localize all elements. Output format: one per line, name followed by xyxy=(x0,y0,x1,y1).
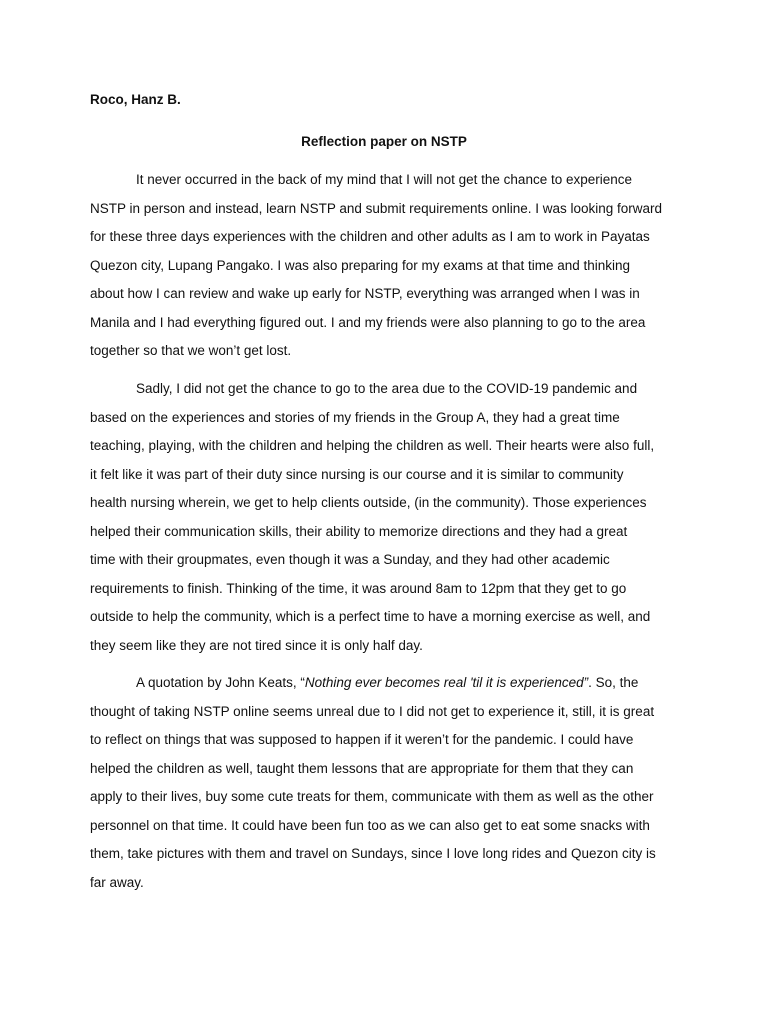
text-line: it felt like it was part of their duty since nursing is our course and it is similar to community xyxy=(90,466,624,482)
text-line: apply to their lives, buy some cute treats for them, communicate with them as well as the other xyxy=(90,789,654,804)
quote-intro: A quotation by John Keats, “ xyxy=(136,675,305,690)
text-line: time with their groupmates, even though it was a Sunday, and they had other academic xyxy=(90,552,610,567)
text-line: requirements to finish. Thinking of the time, it was around 8am to 12pm that they get to go xyxy=(90,580,627,596)
text-line: It never occurred in the back of my mind that I will not get the chance to experience xyxy=(136,172,633,187)
text-line: based on the experiences and stories of my friends in the Group A, they had a great time xyxy=(90,409,620,425)
text-line: about how I can review and wake up early for NSTP, everything was arranged when I was in xyxy=(90,286,640,301)
text-line: for these three days experiences with the children and other adults as I am to work in Payatas xyxy=(90,229,650,244)
text-line: NSTP in person and instead, learn NSTP and submit requirements online. I was looking forward xyxy=(90,200,663,216)
text-line: thought of taking NSTP online seems unreal due to I did not get to experience it, still, it is great xyxy=(90,703,655,719)
document-title: Reflection paper on NSTP xyxy=(301,134,467,149)
text-line: them, take pictures with them and travel on Sundays, since I love long rides and Quezon city is xyxy=(90,846,656,861)
text-line: health nursing wherein, we get to help clients outside, (in the community). Those experiences xyxy=(90,495,647,510)
text-line: helped the children as well, taught them lessons that are appropriate for them that they can xyxy=(90,760,634,776)
text-line: outside to help the community, which is a perfect time to have a morning exercise as well, and xyxy=(90,609,651,624)
text-line: Sadly, I did not get the chance to go to the area due to the COVID-19 pandemic and xyxy=(136,381,638,396)
text-line: to reflect on things that was supposed to happen if it weren’t for the pandemic. I could have xyxy=(90,732,634,747)
text-line: helped their communication skills, their ability to memorize directions and they had a great xyxy=(90,523,628,539)
paragraph-3 xyxy=(90,674,690,902)
paragraph-2 xyxy=(90,380,690,694)
text-line: far away. xyxy=(90,874,144,890)
text-line: Quezon city, Lupang Pangako. I was also preparing for my exams at that time and thinking xyxy=(90,257,631,273)
text-line: they seem like they are not tired since it is only half day. xyxy=(90,637,423,653)
text-line-with-quote xyxy=(90,674,690,703)
author-name: Roco, Hanz B. xyxy=(90,92,181,107)
text-line: Manila and I had everything figured out. I and my friends were also planning to go to the area xyxy=(90,314,646,330)
text-line: teaching, playing, with the children and helping the children as well. Their hearts were also full, xyxy=(90,438,655,453)
text-line: personnel on that time. It could have been fun too as we can also get to eat some snacks with xyxy=(90,817,650,833)
text-line: together so that we won’t get lost. xyxy=(90,343,292,358)
keats-quotation: Nothing ever becomes real 'til it is experienced” xyxy=(304,675,589,690)
quote-outro: . So, the xyxy=(588,675,639,690)
paragraph-1 xyxy=(90,171,690,371)
